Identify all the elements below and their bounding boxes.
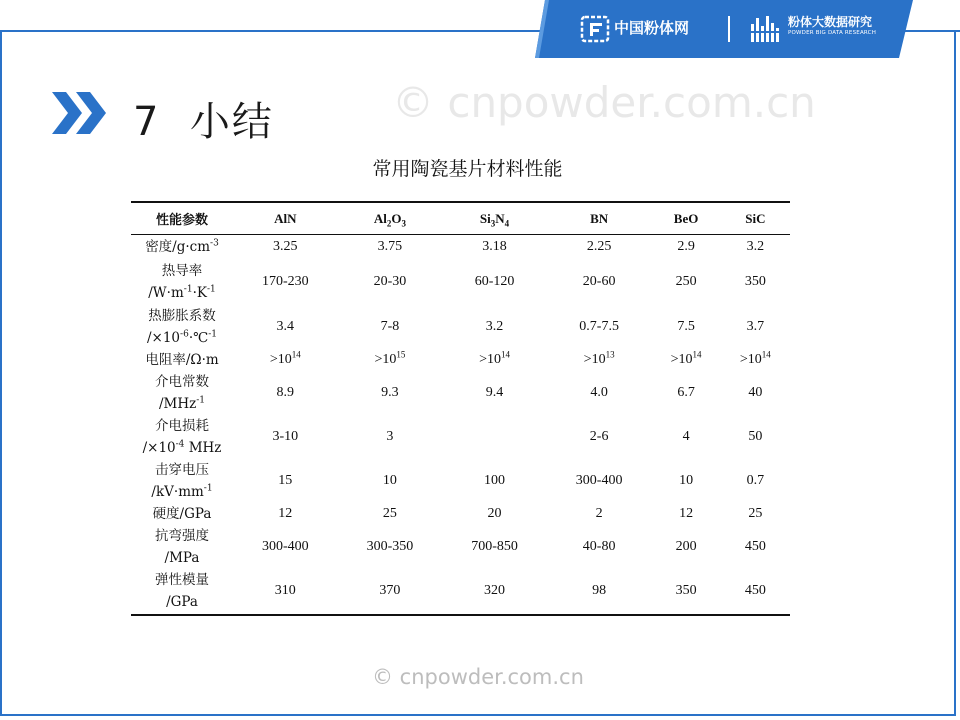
table-cell: 25: [748, 505, 763, 521]
big-data-bars-icon: [750, 14, 784, 44]
table-cell: 15: [278, 472, 293, 488]
table-cell: 100: [484, 472, 506, 488]
table-cell: 7.5: [677, 318, 695, 334]
watermark-bottom: © cnpowder.com.cn: [372, 665, 584, 689]
table-cell: 12: [278, 505, 293, 521]
table-cell: 350: [744, 273, 766, 289]
table-cell: 40-80: [582, 538, 616, 554]
table-cell: 2.25: [586, 238, 612, 254]
table-cell: 3.2: [746, 238, 765, 254]
row-label-dielectric-loss: 介电损耗 $/\times 10^{-4}$ MHz: [142, 417, 222, 456]
header-bn: BN: [547, 202, 652, 235]
table-cell: 0.7-7.5: [579, 318, 619, 334]
row-label-hardness: 硬度/GPa: [152, 505, 212, 522]
table-cell: 170-230: [261, 273, 309, 289]
table-cell: 8.9: [276, 384, 295, 400]
ceramic-properties-table: [131, 201, 790, 616]
table-cell: 310: [233, 569, 338, 615]
table-cell: 350: [651, 569, 720, 615]
table-row: [131, 415, 790, 459]
table-cell: 700-850: [471, 538, 518, 554]
table-cell: 300-400: [261, 538, 309, 554]
row-label-breakdown-voltage: 击穿电压 $/kV\cdot mm^{-1}$: [151, 461, 213, 500]
table-cell: 450: [744, 538, 766, 554]
table-row: [131, 235, 790, 259]
table-cell: $>10^{14}$: [739, 348, 771, 367]
table-cell: 2.9: [677, 238, 695, 254]
table-cell: 12: [679, 505, 694, 521]
table-cell: 3.25: [273, 238, 298, 254]
table-cell: $>10^{14}$: [269, 348, 301, 367]
table-cell: 9.4: [485, 384, 504, 400]
table-cell: 60-120: [474, 273, 515, 289]
table-cell: 250: [675, 273, 697, 289]
table-cell: 50: [748, 428, 763, 444]
table-cell: 3.75: [377, 238, 403, 254]
table-cell: 370: [338, 569, 443, 615]
table-cell: 2-6: [589, 428, 609, 444]
table-cell: 40: [748, 384, 763, 400]
double-chevron-icon: [52, 92, 110, 138]
table-row: [131, 371, 790, 415]
page-title: [133, 90, 274, 147]
table-cell: $>10^{15}$: [374, 348, 406, 367]
table-cell: 20-60: [582, 273, 616, 289]
table-cell: 25: [382, 505, 397, 521]
table-cell: 6.7: [677, 384, 695, 400]
table-row: [131, 569, 790, 615]
table-row: [131, 305, 790, 349]
table-cell: 3: [386, 428, 394, 444]
header-al2o3: $Al_2O_3$: [338, 202, 443, 235]
table-cell: 450: [721, 569, 790, 615]
table-cell: 3.2: [485, 318, 504, 334]
table-cell: 3.7: [746, 318, 765, 334]
table-cell: 20: [487, 505, 502, 521]
row-label-density: 密度$/g\cdot cm^{-3}$: [145, 238, 219, 255]
table-cell: 3.18: [482, 238, 507, 254]
header-si3n4: $Si_3N_4$: [442, 202, 547, 235]
cnpowder-logo-icon: [580, 15, 610, 43]
table-header-row: [131, 202, 790, 235]
header-sic: SiC: [721, 202, 790, 235]
title-text: 小结: [189, 99, 274, 145]
table-cell: 300-400: [575, 472, 623, 488]
table-caption: 常用陶瓷基片材料性能: [372, 158, 563, 180]
table-cell: 2: [595, 505, 603, 521]
table-row: [131, 525, 790, 569]
table-row: [131, 349, 790, 371]
table-row: [131, 259, 790, 305]
header-property: 性能参数: [131, 202, 233, 235]
table-cell: 20-30: [373, 273, 407, 289]
brand-research: [788, 15, 876, 37]
watermark-top: © cnpowder.com.cn: [392, 78, 816, 127]
table-cell: $>10^{14}$: [479, 348, 510, 367]
row-label-resistivity: 电阻率/Ω·m: [145, 351, 219, 368]
table-cell: 10: [679, 472, 694, 488]
brand-separator: [728, 16, 730, 42]
title-number: 7: [133, 99, 161, 145]
table-cell: 0.7: [746, 472, 765, 488]
row-label-thermal-conductivity: 热导率 $/W\cdot m^{-1}\cdot K^{-1}$: [148, 262, 216, 301]
table-row: [131, 459, 790, 503]
table-cell: 4: [682, 428, 690, 444]
table-cell: [442, 415, 547, 459]
table-cell: 4.0: [590, 384, 608, 400]
row-label-dielectric-constant: 介电常数 /MHz$^{-1}$: [155, 373, 209, 412]
brand-research-subtitle: POWDER BIG DATA RESEARCH: [788, 30, 877, 36]
table-cell: 10: [382, 472, 397, 488]
header-aln: AlN: [233, 202, 338, 235]
table-cell: 200: [675, 538, 697, 554]
table-cell: 7-8: [380, 318, 400, 334]
table-cell: 98: [547, 569, 652, 615]
table-cell: 3.4: [276, 318, 295, 334]
table-cell: $>10^{14}$: [670, 348, 702, 367]
header-beo: BeO: [651, 202, 720, 235]
table-cell: 320: [442, 569, 547, 615]
row-label-elastic-modulus: 弹性模量 /GPa: [131, 569, 233, 615]
brand-research-title: 粉体大数据研究: [788, 15, 873, 29]
row-label-flexural-strength: 抗弯强度 /MPa: [155, 527, 209, 566]
table-cell: $>10^{13}$: [583, 348, 615, 367]
table-cell: 300-350: [366, 538, 414, 554]
table-cell: 9.3: [381, 384, 399, 400]
row-label-thermal-expansion: 热膨胀系数 $/\times 10^{-6}\cdot℃^{-1}$: [146, 307, 217, 346]
brand-name: 中国粉体网: [614, 19, 690, 37]
table-row: [131, 503, 790, 525]
table-cell: 3-10: [272, 428, 299, 444]
